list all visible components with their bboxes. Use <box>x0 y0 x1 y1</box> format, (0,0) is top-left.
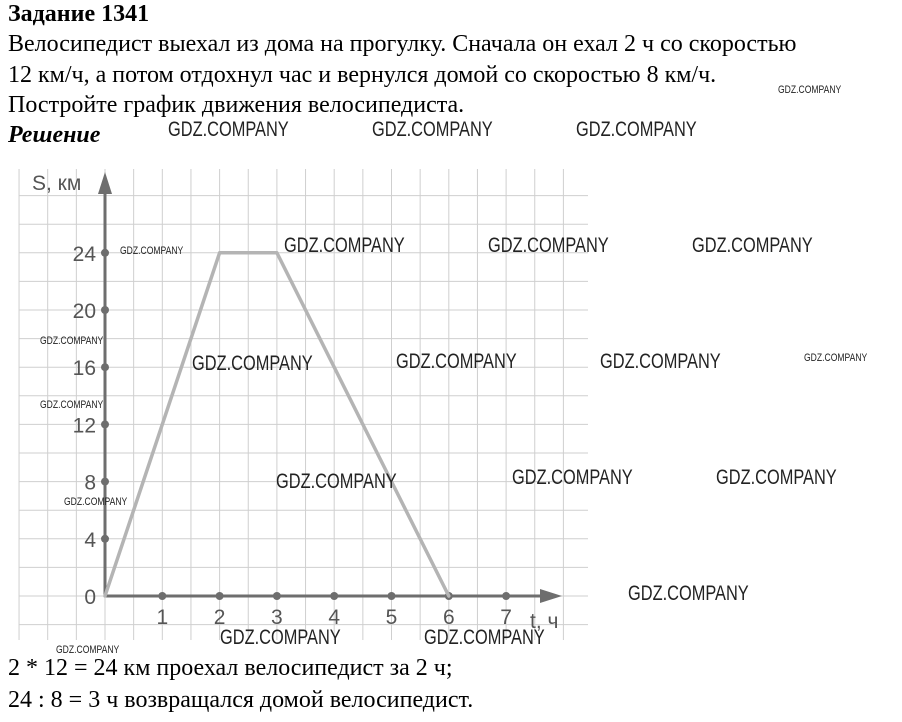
x-tick-label: 6 <box>442 606 455 629</box>
task-text-line-2: 12 км/ч, а потом отдохнул час и вернулся домой со скоростью 8 км/ч. <box>8 62 717 88</box>
watermark: GDZ.COMPANY <box>120 245 184 257</box>
watermark: GDZ.COMPANY <box>424 626 545 649</box>
watermark: GDZ.COMPANY <box>40 335 104 347</box>
task-title: Задание 1341 <box>8 1 150 27</box>
watermark: GDZ.COMPANY <box>168 118 289 141</box>
x-tick-label: 3 <box>271 606 283 629</box>
series-point <box>104 595 107 598</box>
y-tick-label: 0 <box>84 586 96 609</box>
watermark: GDZ.COMPANY <box>396 350 517 373</box>
x-tick-label: 7 <box>500 606 512 629</box>
y-tick-label: 20 <box>72 300 96 323</box>
y-tick-label: 16 <box>72 357 96 381</box>
x-tick-label: 1 <box>156 606 169 629</box>
watermark: GDZ.COMPANY <box>220 626 341 649</box>
x-tick-dot <box>158 592 166 600</box>
watermark: GDZ.COMPANY <box>600 350 721 373</box>
y-tick-label: 24 <box>72 242 96 266</box>
y-axis-arrow <box>98 172 112 194</box>
watermark: GDZ.COMPANY <box>372 118 493 141</box>
watermark: GDZ.COMPANY <box>192 352 313 375</box>
calculation-line-1: 2 * 12 = 24 км проехал велосипедист за 2 ч; <box>8 655 453 681</box>
x-tick-label: 5 <box>385 606 398 629</box>
x-tick-dot <box>273 592 281 600</box>
x-tick-dot <box>330 592 338 600</box>
y-tick-dot <box>101 363 109 371</box>
x-tick-label: 2 <box>213 606 226 629</box>
x-tick-dot <box>216 592 224 600</box>
x-axis-arrow <box>540 589 562 603</box>
watermark: GDZ.COMPANY <box>284 234 405 257</box>
y-tick-label: 4 <box>84 528 96 552</box>
watermark: GDZ.COMPANY <box>628 582 749 605</box>
x-axis-label: t, ч <box>530 610 559 633</box>
y-tick-label: 8 <box>84 471 96 495</box>
watermark: GDZ.COMPANY <box>778 84 842 96</box>
watermark: GDZ.COMPANY <box>276 470 397 493</box>
y-tick-label: 12 <box>72 414 96 438</box>
y-tick-dot <box>101 420 109 428</box>
x-tick-label: 4 <box>328 606 341 629</box>
y-axis-label: S, км <box>32 172 82 195</box>
watermark: GDZ.COMPANY <box>512 466 633 489</box>
watermark: GDZ.COMPANY <box>716 466 837 489</box>
y-tick-dot <box>101 306 109 314</box>
watermark: GDZ.COMPANY <box>56 644 120 656</box>
x-tick-dot <box>502 592 510 600</box>
series-point <box>275 251 278 254</box>
y-tick-dot <box>101 249 109 257</box>
calculation-line-2: 24 : 8 = 3 ч возвращался домой велосипедист. <box>8 687 474 713</box>
watermark: GDZ.COMPANY <box>64 496 128 508</box>
y-tick-dot <box>101 478 109 486</box>
task-text-line-1: Велосипедист выехал из дома на прогулку. Сначала он ехал 2 ч со скоростью <box>8 31 797 57</box>
task-text-line-3: Постройте график движения велосипедиста. <box>8 92 465 118</box>
solution-label: Решение <box>8 122 101 148</box>
watermark: GDZ.COMPANY <box>40 399 104 411</box>
series-point <box>218 251 221 254</box>
watermark: GDZ.COMPANY <box>576 118 697 141</box>
watermark: GDZ.COMPANY <box>692 234 813 257</box>
x-tick-dot <box>388 592 396 600</box>
y-tick-dot <box>101 535 109 543</box>
watermark: GDZ.COMPANY <box>804 352 868 364</box>
watermark: GDZ.COMPANY <box>488 234 609 257</box>
series-point <box>447 595 450 598</box>
